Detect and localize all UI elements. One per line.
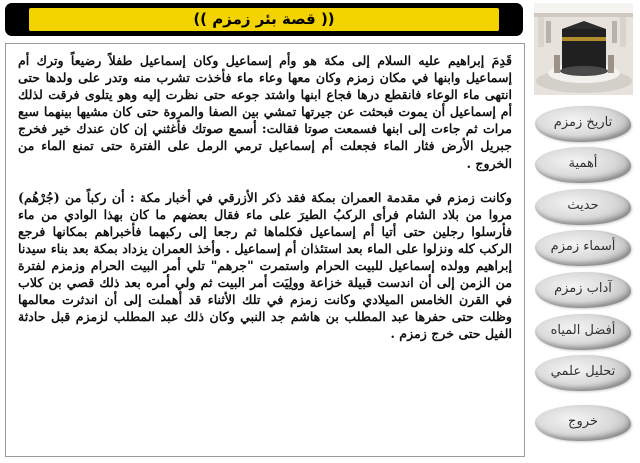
nav-button-zamzam-names[interactable] bbox=[531, 228, 635, 268]
nav-label: خروج bbox=[568, 414, 598, 429]
article-paragraph-1: قَدِمَ إبراهيم عليه السلام إلى مكة هو وأم إسماعيل وكان إسماعيل طفلاً رضيعاً وترك أم إسماعيل وابنها في مكان زمزم وكان معها وعاء ماء فأخذت تشرب منه وتدر على ولدها حتى انتهى ماء الوعاء فانقطع درها فجاع ابنها واشتد جوعه حتى نظرت إليه وهو يتلوى فرقت لذلك أم إسماعيل أن يموت فبحثت عن جيرتها تمشي بين الصفا والمروة حتى كان مشيها بينهما سبع مرات ثم جاءت إلى ابنها فسمعت صوتا فقالت: أسمع صوتك فأغثني إن كان عندك خير فخرج جبريل الأرض فثار الماء فجعلت أم إسماعيل ترمي الرمل على الفترة حتى تمنع الماء من الخروج . bbox=[18, 53, 512, 171]
nav-label: أسماء زمزم bbox=[550, 239, 616, 254]
nav-label: تحليل علمي bbox=[550, 364, 616, 379]
nav-button-best-water[interactable] bbox=[531, 312, 635, 352]
nav-button-scientific-analysis[interactable] bbox=[531, 353, 635, 393]
article-panel bbox=[5, 43, 525, 457]
nav-label: أفضل المياه bbox=[550, 323, 616, 338]
nav-label: حديث bbox=[567, 198, 599, 213]
nav-label: أهمية bbox=[568, 156, 598, 171]
nav-label: آداب زمزم bbox=[554, 281, 612, 296]
kaaba-illustration bbox=[534, 3, 633, 95]
nav-button-importance[interactable] bbox=[531, 145, 635, 185]
nav-button-exit[interactable] bbox=[531, 403, 635, 443]
article-paragraph-2: وكانت زمزم في مقدمة العمران بمكة فقد ذكر الأزرقي في أخبار مكة : أن ركباً من (جُرْهُم) مروا من بلاد الشام فرأى الركبُ الطيرَ على ماء فقال بعضهم ما كان بهذا الوادي من ماء فأرسلوا رجلين حتى أتيا أم إسماعيل فكلماها ثم رجعا إلى ركبهما فأخبراهم بمكانها فرجع الركب كله ونزلوا على الماء بعد استئذان أم إسماعيل . وأخذ العمران يزداد بمكة بعد بناء سيدنا إبراهيم وولده إسماعيل للبيت الحرام واستمرت "جرهم" تلي أمر البيت الحرام وزمزم لفترة من الزمن إلى أن اندست قبيلة خزاعة وولِيَت أمر البيت ثم ولي أمره بعد ذلك قصي بن كلاب في القرن الخامس الميلادي وكانت زمزم في تلك الأثناء قد أهملت إلى أن اندثرت معالمها وظلت حتى حفرها عبد المطلب بن هاشم جد النبي وكان ذلك عبد المطلب لزمزم قبل حادثة الفيل حتى خرج زمزم . bbox=[18, 189, 512, 342]
kaaba-photo bbox=[534, 3, 633, 95]
page-title: (( قصة بئر زمزم )) bbox=[29, 8, 499, 31]
nav-label: تاريخ زمزم bbox=[553, 115, 613, 130]
nav-button-hadith[interactable] bbox=[531, 187, 635, 227]
nav-button-zamzam-etiquette[interactable] bbox=[531, 270, 635, 310]
nav-button-zamzam-history[interactable] bbox=[531, 104, 635, 144]
title-bar bbox=[5, 3, 523, 36]
